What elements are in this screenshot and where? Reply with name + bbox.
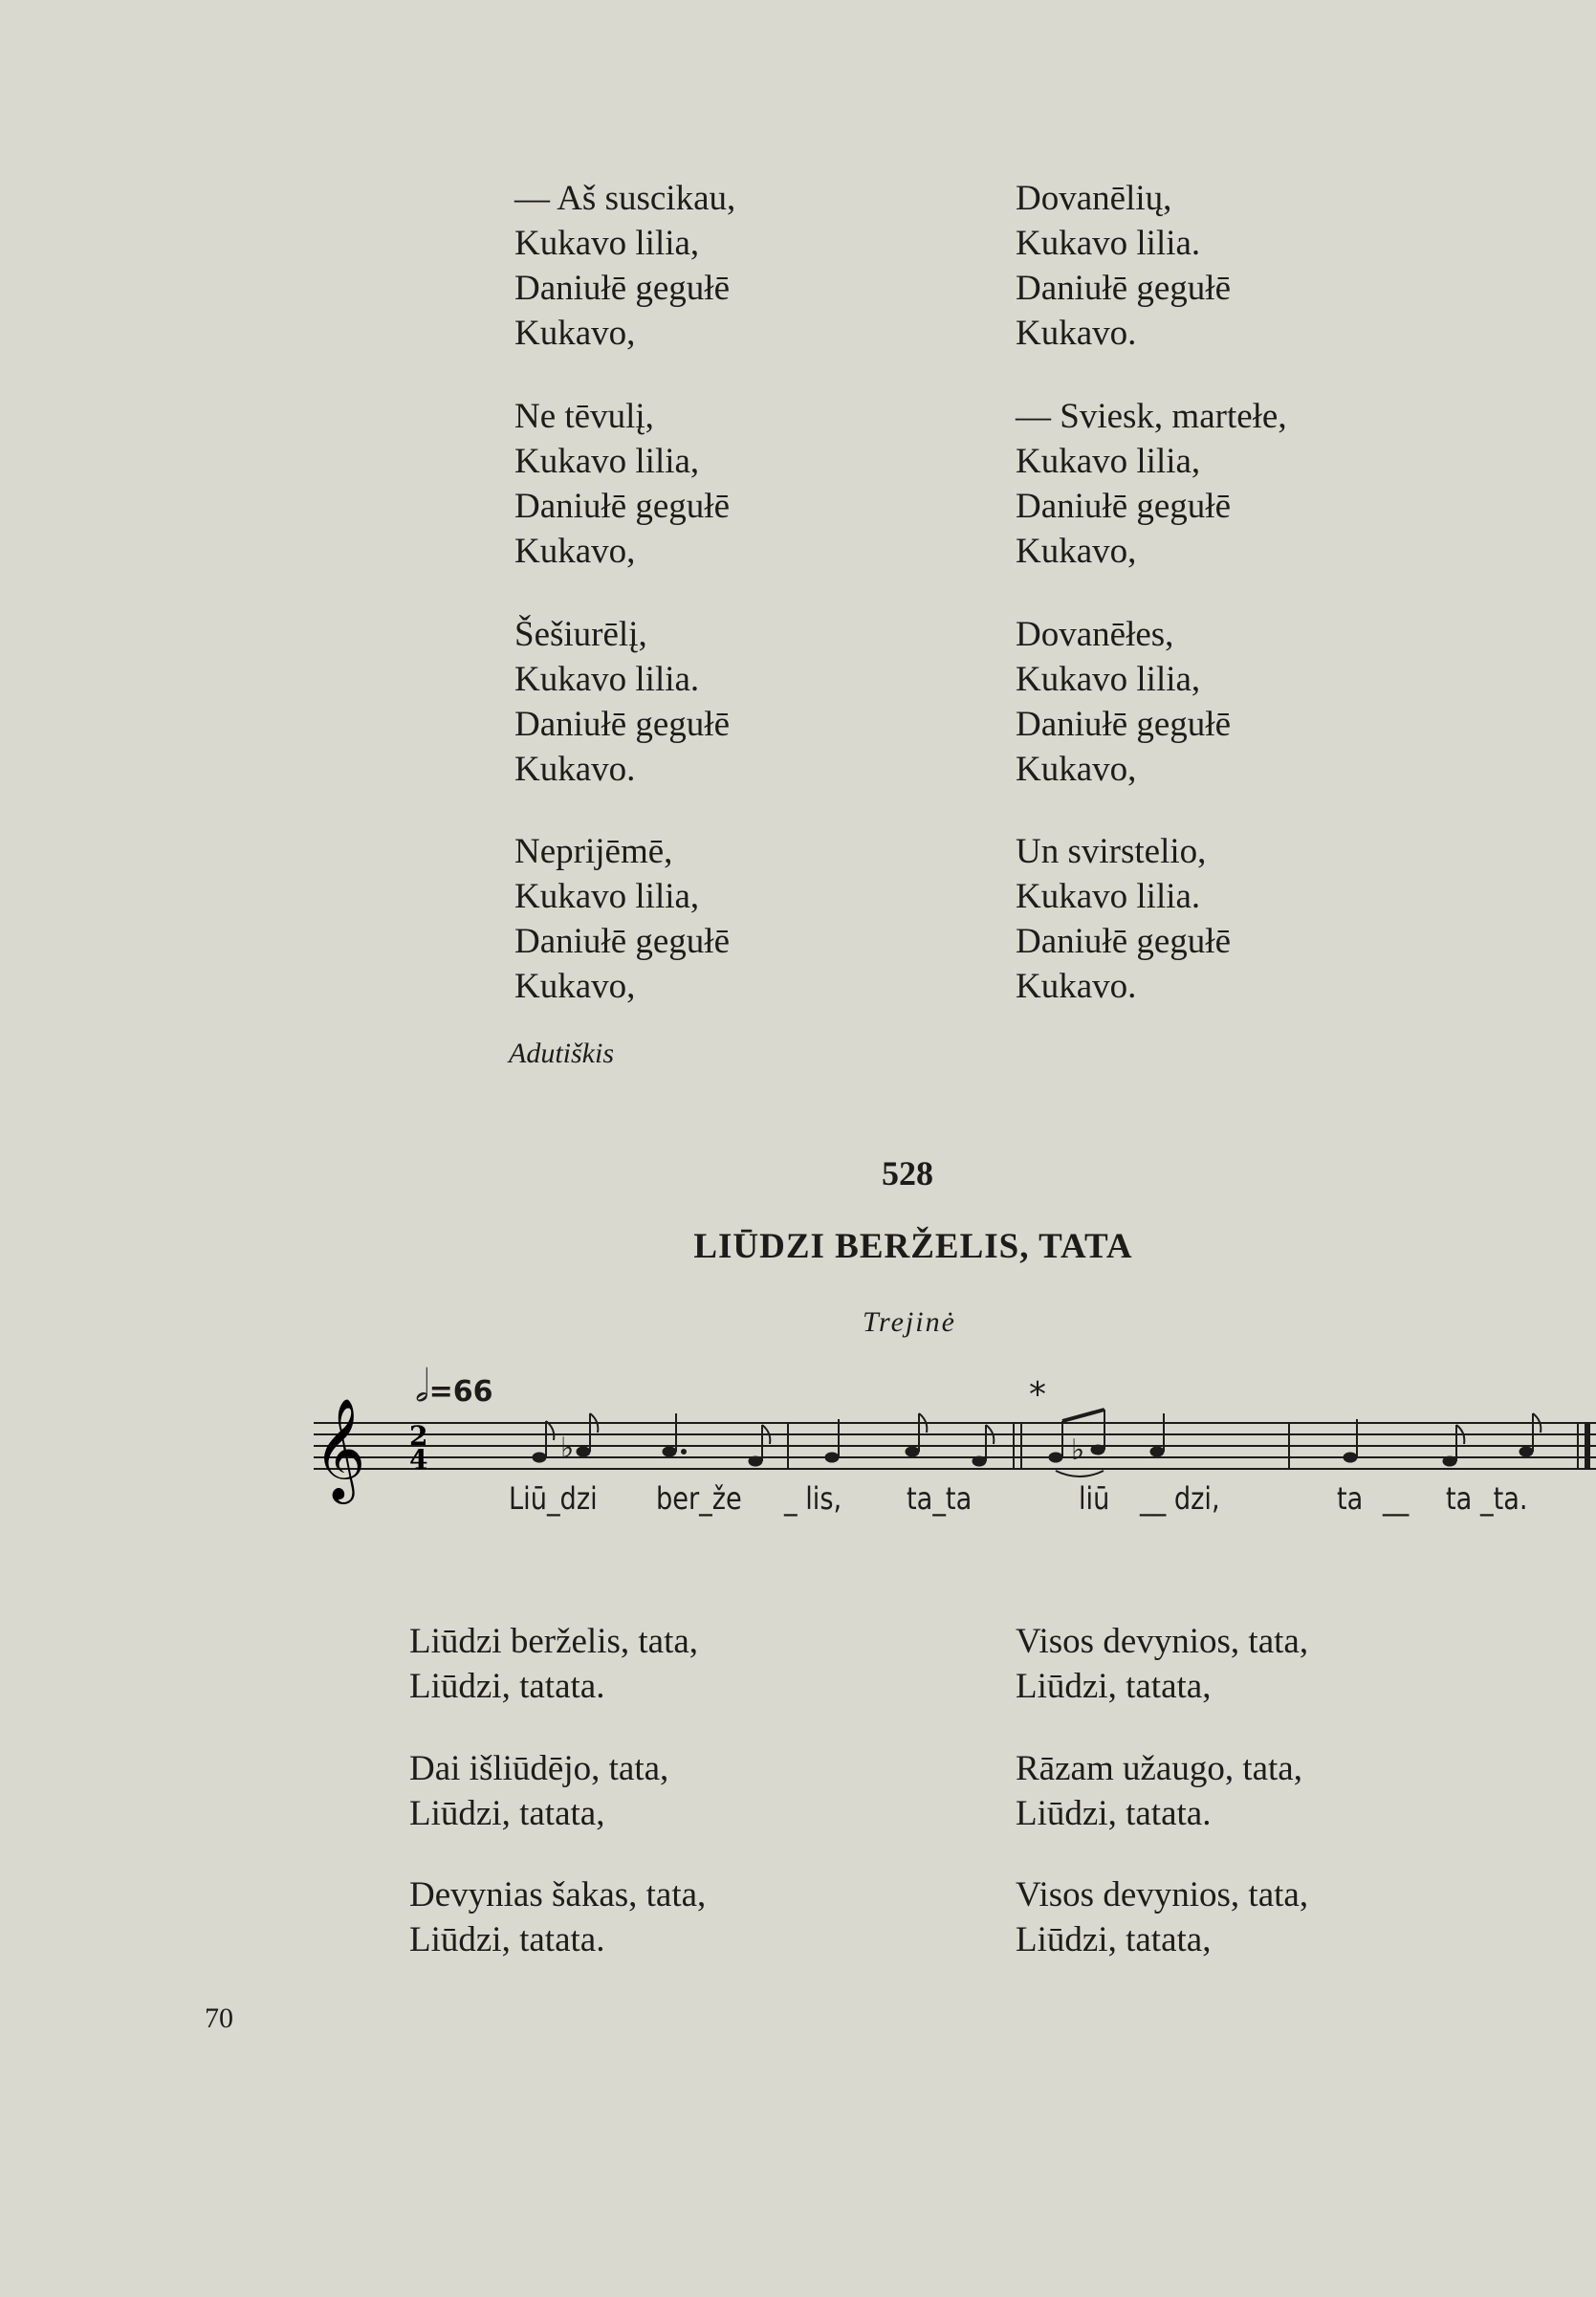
note [577, 1447, 590, 1456]
verse-line: Visos devynios, tata, [1016, 1622, 1309, 1661]
verse-line: Kukavo, [1016, 750, 1137, 789]
verse-line: Liūdzi berželis, tata, [409, 1622, 699, 1661]
tempo-value: =66 [428, 1375, 493, 1409]
verse-line: Devynias šakas, tata, [409, 1875, 707, 1914]
note [973, 1456, 986, 1466]
song-title: LIŪDZI BERŽELIS, TATA [693, 1227, 1133, 1266]
note [825, 1453, 839, 1462]
verse-line: Daniułē gegułē [1016, 269, 1231, 308]
lyric-syllable: ta [1337, 1480, 1364, 1517]
stanza [514, 176, 735, 356]
note [906, 1447, 919, 1456]
verse-line: Liūdzi, tatata. [1016, 1794, 1212, 1833]
verse-line: Daniułē gegułē [514, 705, 730, 744]
asterisk-mark: * [1029, 1375, 1046, 1414]
note [533, 1453, 546, 1462]
verse-line: Kukavo. [514, 750, 636, 789]
verse-line: Kukavo, [1016, 532, 1137, 571]
note [1049, 1453, 1062, 1462]
treble-clef-icon: 𝄞 [314, 1397, 366, 1499]
verse-line: Liūdzi, tatata, [1016, 1920, 1212, 1959]
verse-line: Kukavo, [514, 314, 636, 353]
lyric-syllable: ber_že [656, 1480, 742, 1517]
verse-line: Kukavo lilia. [1016, 877, 1201, 916]
note-dot [682, 1450, 687, 1455]
place-name: Adutiškis [509, 1038, 614, 1069]
note [1519, 1447, 1533, 1456]
stanza [409, 1746, 668, 1836]
verse-line: Kukavo. [1016, 967, 1137, 1006]
verse-line: Dai išliūdējo, tata, [409, 1749, 669, 1788]
verse-line: Daniułē gegułē [1016, 705, 1231, 744]
page-number: 70 [205, 2002, 233, 2034]
verse-line: Ne tēvulį, [514, 397, 654, 436]
stanza [1016, 1872, 1308, 1962]
note-beam [1062, 1410, 1104, 1421]
note [663, 1447, 676, 1456]
lyric-syllable: liū [1079, 1480, 1110, 1517]
time-signature-top: 2 [409, 1420, 428, 1452]
stanza [1016, 1746, 1302, 1836]
stanza [514, 394, 730, 574]
half-note-icon: 𝅗𝅥 [415, 1360, 429, 1411]
lyric-syllable: ta _ta. [1446, 1480, 1528, 1517]
verse-line: Un svirstelio, [1016, 832, 1207, 871]
note [749, 1456, 762, 1466]
note [1443, 1456, 1456, 1466]
meter-label: Trejinė [863, 1306, 956, 1338]
stanza [409, 1872, 706, 1962]
verse-line: Liūdzi, tatata, [1016, 1667, 1212, 1706]
verse-line: Visos devynios, tata, [1016, 1875, 1309, 1914]
lyric-syllable: _ lis, [784, 1480, 842, 1517]
stanza [1016, 829, 1231, 1009]
flat-icon: ♭ [1071, 1433, 1085, 1467]
stanza [1016, 176, 1231, 356]
lyric-syllable: ta_ta [907, 1480, 973, 1517]
verse-line: Kukavo, [514, 967, 636, 1006]
verse-line: Kukavo lilia, [514, 877, 700, 916]
verse-line: Liūdzi, tatata. [409, 1667, 605, 1706]
verse-line: — Sviesk, martełe, [1016, 397, 1287, 436]
verse-line: Kukavo. [1016, 314, 1137, 353]
verse-line: Dovanēlių, [1016, 179, 1172, 218]
stanza [409, 1619, 698, 1709]
note [1344, 1453, 1357, 1462]
time-signature-bottom: 4 [409, 1444, 428, 1476]
lyric-syllable: __ [1383, 1480, 1410, 1517]
stanza [1016, 612, 1231, 792]
verse-line: Rāzam užaugo, tata, [1016, 1749, 1302, 1788]
verse-line: Liūdzi, tatata. [409, 1920, 605, 1959]
verse-line: Daniułē gegułē [1016, 487, 1231, 526]
verse-line: Daniułē gegułē [1016, 922, 1231, 961]
verse-line: Kukavo lilia, [1016, 442, 1201, 481]
verse-line: — Aš suscikau, [514, 179, 736, 218]
song-number: 528 [882, 1154, 933, 1192]
stanza [514, 612, 730, 792]
verse-line: Kukavo lilia, [1016, 660, 1201, 699]
lyric-syllable: __ dzi, [1140, 1480, 1220, 1517]
measure-3 [1049, 1410, 1164, 1477]
slur [1056, 1471, 1104, 1477]
note [1091, 1445, 1104, 1455]
stanza [514, 829, 730, 1009]
verse-line: Liūdzi, tatata, [409, 1794, 605, 1833]
staff-lines [314, 1423, 1596, 1469]
stanza [1016, 1619, 1308, 1709]
note [1150, 1447, 1164, 1456]
stanza [1016, 394, 1287, 574]
flat-icon: ♭ [560, 1432, 575, 1465]
verse-line: Kukavo lilia. [514, 660, 700, 699]
lyric-syllable: Liū_dzi [509, 1480, 598, 1517]
verse-line: Kukavo, [514, 532, 636, 571]
verse-line: Kukavo lilia, [514, 442, 700, 481]
verse-line: Daniułē gegułē [514, 269, 730, 308]
verse-line: Neprijēmē, [514, 832, 673, 871]
verse-line: Daniułē gegułē [514, 922, 730, 961]
verse-line: Šešiurēlį, [514, 615, 647, 654]
verse-line: Kukavo lilia. [1016, 224, 1201, 263]
verse-line: Daniułē gegułē [514, 487, 730, 526]
verse-line: Kukavo lilia, [514, 224, 700, 263]
verse-line: Dovanēłes, [1016, 615, 1174, 654]
